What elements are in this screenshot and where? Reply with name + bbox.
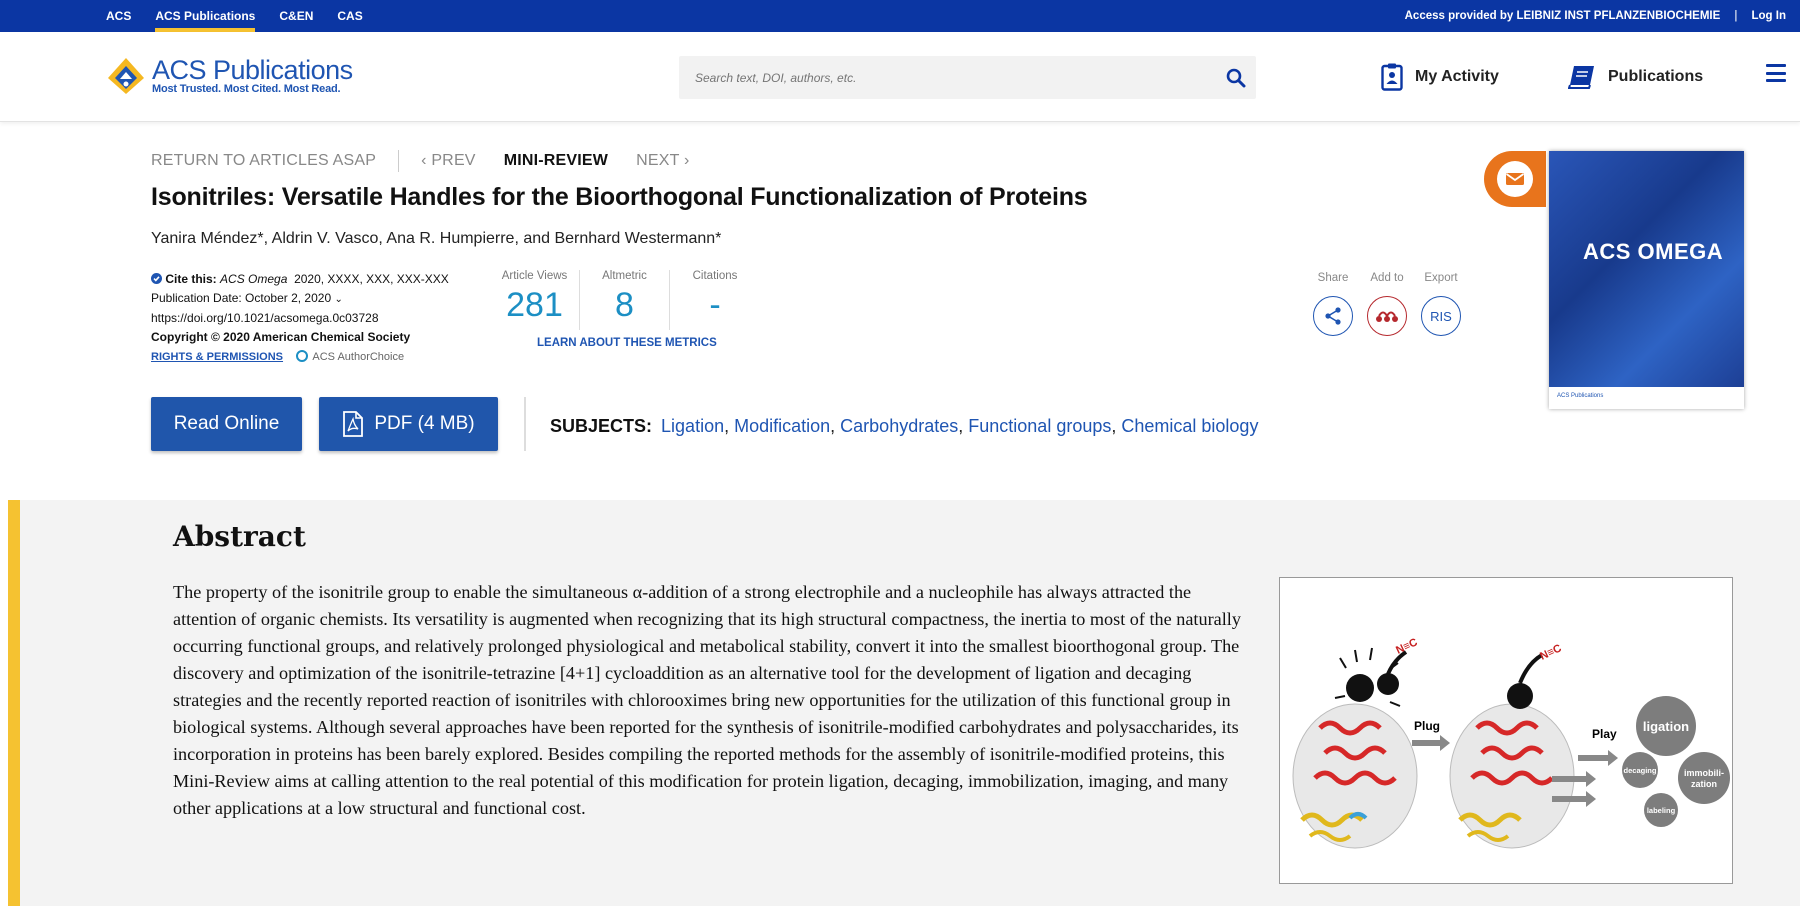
menu-icon[interactable] bbox=[1766, 64, 1786, 82]
metric-label: Article Views bbox=[501, 270, 568, 282]
add-to-label: Add to bbox=[1370, 272, 1404, 284]
divider bbox=[398, 150, 399, 172]
protein-structure-1 bbox=[1293, 636, 1420, 848]
divider: | bbox=[1734, 10, 1738, 22]
subject-link[interactable]: Modification bbox=[734, 416, 831, 436]
top-right bbox=[1405, 0, 1786, 32]
publications-button[interactable] bbox=[1568, 32, 1703, 122]
metric-citations[interactable] bbox=[670, 270, 760, 330]
return-to-articles-link[interactable]: RETURN TO ARTICLES ASAP bbox=[151, 152, 377, 169]
publications-label: Publications bbox=[1608, 68, 1704, 85]
metric-label: Altmetric bbox=[602, 270, 647, 282]
journal-cover[interactable] bbox=[1549, 151, 1744, 409]
mendeley-icon bbox=[1375, 308, 1399, 324]
cover-journal-name: ACS OMEGA bbox=[1583, 239, 1724, 264]
rights-permissions-link[interactable]: RIGHTS & PERMISSIONS bbox=[151, 351, 284, 363]
top-bar bbox=[0, 0, 1800, 32]
cite-label[interactable]: Cite this: bbox=[165, 272, 217, 286]
metrics bbox=[490, 270, 760, 330]
divider bbox=[524, 397, 526, 451]
search-icon[interactable] bbox=[1216, 56, 1256, 99]
site-header bbox=[0, 32, 1800, 122]
acs-logo[interactable] bbox=[106, 56, 353, 96]
my-activity-label: My Activity bbox=[1415, 68, 1499, 85]
next-link[interactable]: NEXT › bbox=[636, 152, 690, 169]
protein-structure-2 bbox=[1450, 642, 1574, 848]
learn-metrics-link[interactable]: LEARN ABOUT THESE METRICS bbox=[537, 337, 717, 349]
email-alert-button[interactable] bbox=[1484, 151, 1546, 207]
toc-graphic[interactable] bbox=[1279, 577, 1733, 884]
my-activity-button[interactable] bbox=[1381, 32, 1499, 122]
check-circle-icon bbox=[151, 273, 162, 284]
acs-logo-icon bbox=[106, 56, 146, 96]
play-label: Play bbox=[1592, 727, 1617, 741]
toc-illustration bbox=[1280, 578, 1732, 883]
top-link-cen[interactable]: C&EN bbox=[279, 9, 314, 23]
search-bar bbox=[679, 56, 1256, 99]
cover-art bbox=[1549, 151, 1744, 387]
svg-text:labeling: labeling bbox=[1646, 806, 1676, 815]
next-label: NEXT bbox=[636, 152, 680, 169]
abstract-text: The property of the isonitrile group to enable the simultaneous α-addition of a strong electrophile and a nucleophile has always attracted the attention of organic chemists. Its versatility is augmented when recognizing that its high structural compactness, the inertia to most of the naturally occurring functional groups, and relatively prolonged physiological and metabolical stability, convert it into the smallest bioorthogonal group. The discovery and optimization of the isonitrile-tetrazine [4+1] cycloaddition as an alternative tool for the development of ligation and decaging strategies and the recently reported reaction of isonitriles with chlorooximes bring new opportunities for the utilization of this functional group in biological systems. Although several approaches have been reported for the synthesis of isonitrile-modified carbohydrates and polysaccharides, its incorporation in proteins has been barely explored. Besides compiling the reported methods for the assembly of isonitrile-modified proteins, this Mini-Review aims at calling attention to the real potential of this modification for protein ligation, decaging, immobilization, imaging, and many other applications at a low structural and functional cost. bbox=[173, 582, 1241, 818]
add-to-button[interactable] bbox=[1367, 296, 1407, 336]
open-access-icon bbox=[296, 350, 308, 362]
article-actions bbox=[1313, 272, 1461, 336]
logo-tagline: Most Trusted. Most Cited. Most Read. bbox=[152, 83, 341, 95]
publication-date: Publication Date: October 2, 2020 bbox=[151, 291, 332, 305]
svg-text:decaging: decaging bbox=[1623, 766, 1657, 775]
svg-text:immobili-: immobili- bbox=[1684, 768, 1724, 778]
read-online-label: Read Online bbox=[173, 413, 280, 434]
article-nav bbox=[151, 150, 689, 172]
access-provided-text: Access provided by LEIBNIZ INST PFLANZENBIOCHEMIE bbox=[1404, 10, 1721, 22]
metric-value: 8 bbox=[615, 286, 634, 324]
svg-text:ligation: ligation bbox=[1642, 719, 1690, 734]
copyright: Copyright © 2020 American Chemical Society bbox=[151, 330, 411, 344]
clipboard-user-icon bbox=[1381, 63, 1403, 91]
subjects: SUBJECTS: Ligation, Modification, Carbohydrates, Functional groups, Chemical biology bbox=[550, 416, 1259, 436]
subject-link[interactable]: Chemical biology bbox=[1121, 416, 1259, 436]
subject-link[interactable]: Carbohydrates bbox=[840, 416, 959, 436]
top-link-acs[interactable]: ACS bbox=[106, 9, 132, 23]
plug-label: Plug bbox=[1414, 719, 1440, 733]
svg-text:zation: zation bbox=[1691, 779, 1717, 789]
svg-text:N≡C: N≡C bbox=[1538, 642, 1564, 663]
top-links bbox=[106, 0, 375, 32]
abstract-heading: Abstract bbox=[173, 520, 306, 553]
top-link-cas[interactable]: CAS bbox=[337, 9, 363, 23]
book-icon bbox=[1568, 64, 1596, 90]
citation-block bbox=[151, 270, 449, 367]
pdf-label: PDF (4 MB) bbox=[374, 413, 475, 434]
share-label: Share bbox=[1317, 272, 1349, 284]
share-icon bbox=[1323, 306, 1343, 326]
pdf-button[interactable] bbox=[319, 397, 498, 451]
subject-link[interactable]: Ligation bbox=[661, 416, 725, 436]
article-type: MINI-REVIEW bbox=[503, 152, 609, 169]
logo-title: ACS Publications bbox=[152, 55, 353, 85]
pdf-file-icon bbox=[342, 411, 364, 437]
subject-link[interactable]: Functional groups bbox=[968, 416, 1112, 436]
read-online-button[interactable] bbox=[151, 397, 302, 451]
share-button[interactable] bbox=[1313, 296, 1353, 336]
metric-value: 281 bbox=[506, 286, 563, 324]
prev-label: PREV bbox=[431, 152, 476, 169]
metric-label: Citations bbox=[692, 270, 738, 282]
cite-details: 2020, XXXX, XXX, XXX-XXX bbox=[294, 272, 449, 286]
svg-text:N≡C: N≡C bbox=[1394, 636, 1420, 657]
metric-altmetric[interactable] bbox=[580, 270, 670, 330]
journal-name: ACS Omega bbox=[220, 272, 288, 286]
search-input[interactable] bbox=[679, 56, 1216, 99]
envelope-icon bbox=[1505, 172, 1525, 186]
metric-article-views[interactable] bbox=[490, 270, 580, 330]
login-link[interactable]: Log In bbox=[1751, 10, 1786, 22]
doi-link[interactable]: https://doi.org/10.1021/acsomega.0c03728 bbox=[151, 311, 379, 325]
subjects-label: SUBJECTS: bbox=[550, 416, 653, 436]
article-authors[interactable]: Yanira Méndez*, Aldrin V. Vasco, Ana R. Humpierre, and Bernhard Westermann* bbox=[151, 230, 722, 247]
author-choice-label: ACS AuthorChoice bbox=[312, 351, 405, 363]
chevron-down-icon[interactable]: ⌄ bbox=[334, 294, 343, 305]
export-ris-button[interactable]: RIS bbox=[1421, 296, 1461, 336]
cover-footer: ACS Publications bbox=[1549, 387, 1744, 409]
author-choice bbox=[296, 351, 404, 363]
export-label: Export bbox=[1424, 272, 1458, 284]
prev-link[interactable]: ‹ PREV bbox=[421, 152, 476, 169]
top-link-acs-publications[interactable]: ACS Publications bbox=[143, 0, 267, 32]
article-title: Isonitriles: Versatile Handles for the Bioorthogonal Functionalization of Proteins bbox=[151, 183, 1088, 211]
metric-value: - bbox=[709, 286, 721, 324]
